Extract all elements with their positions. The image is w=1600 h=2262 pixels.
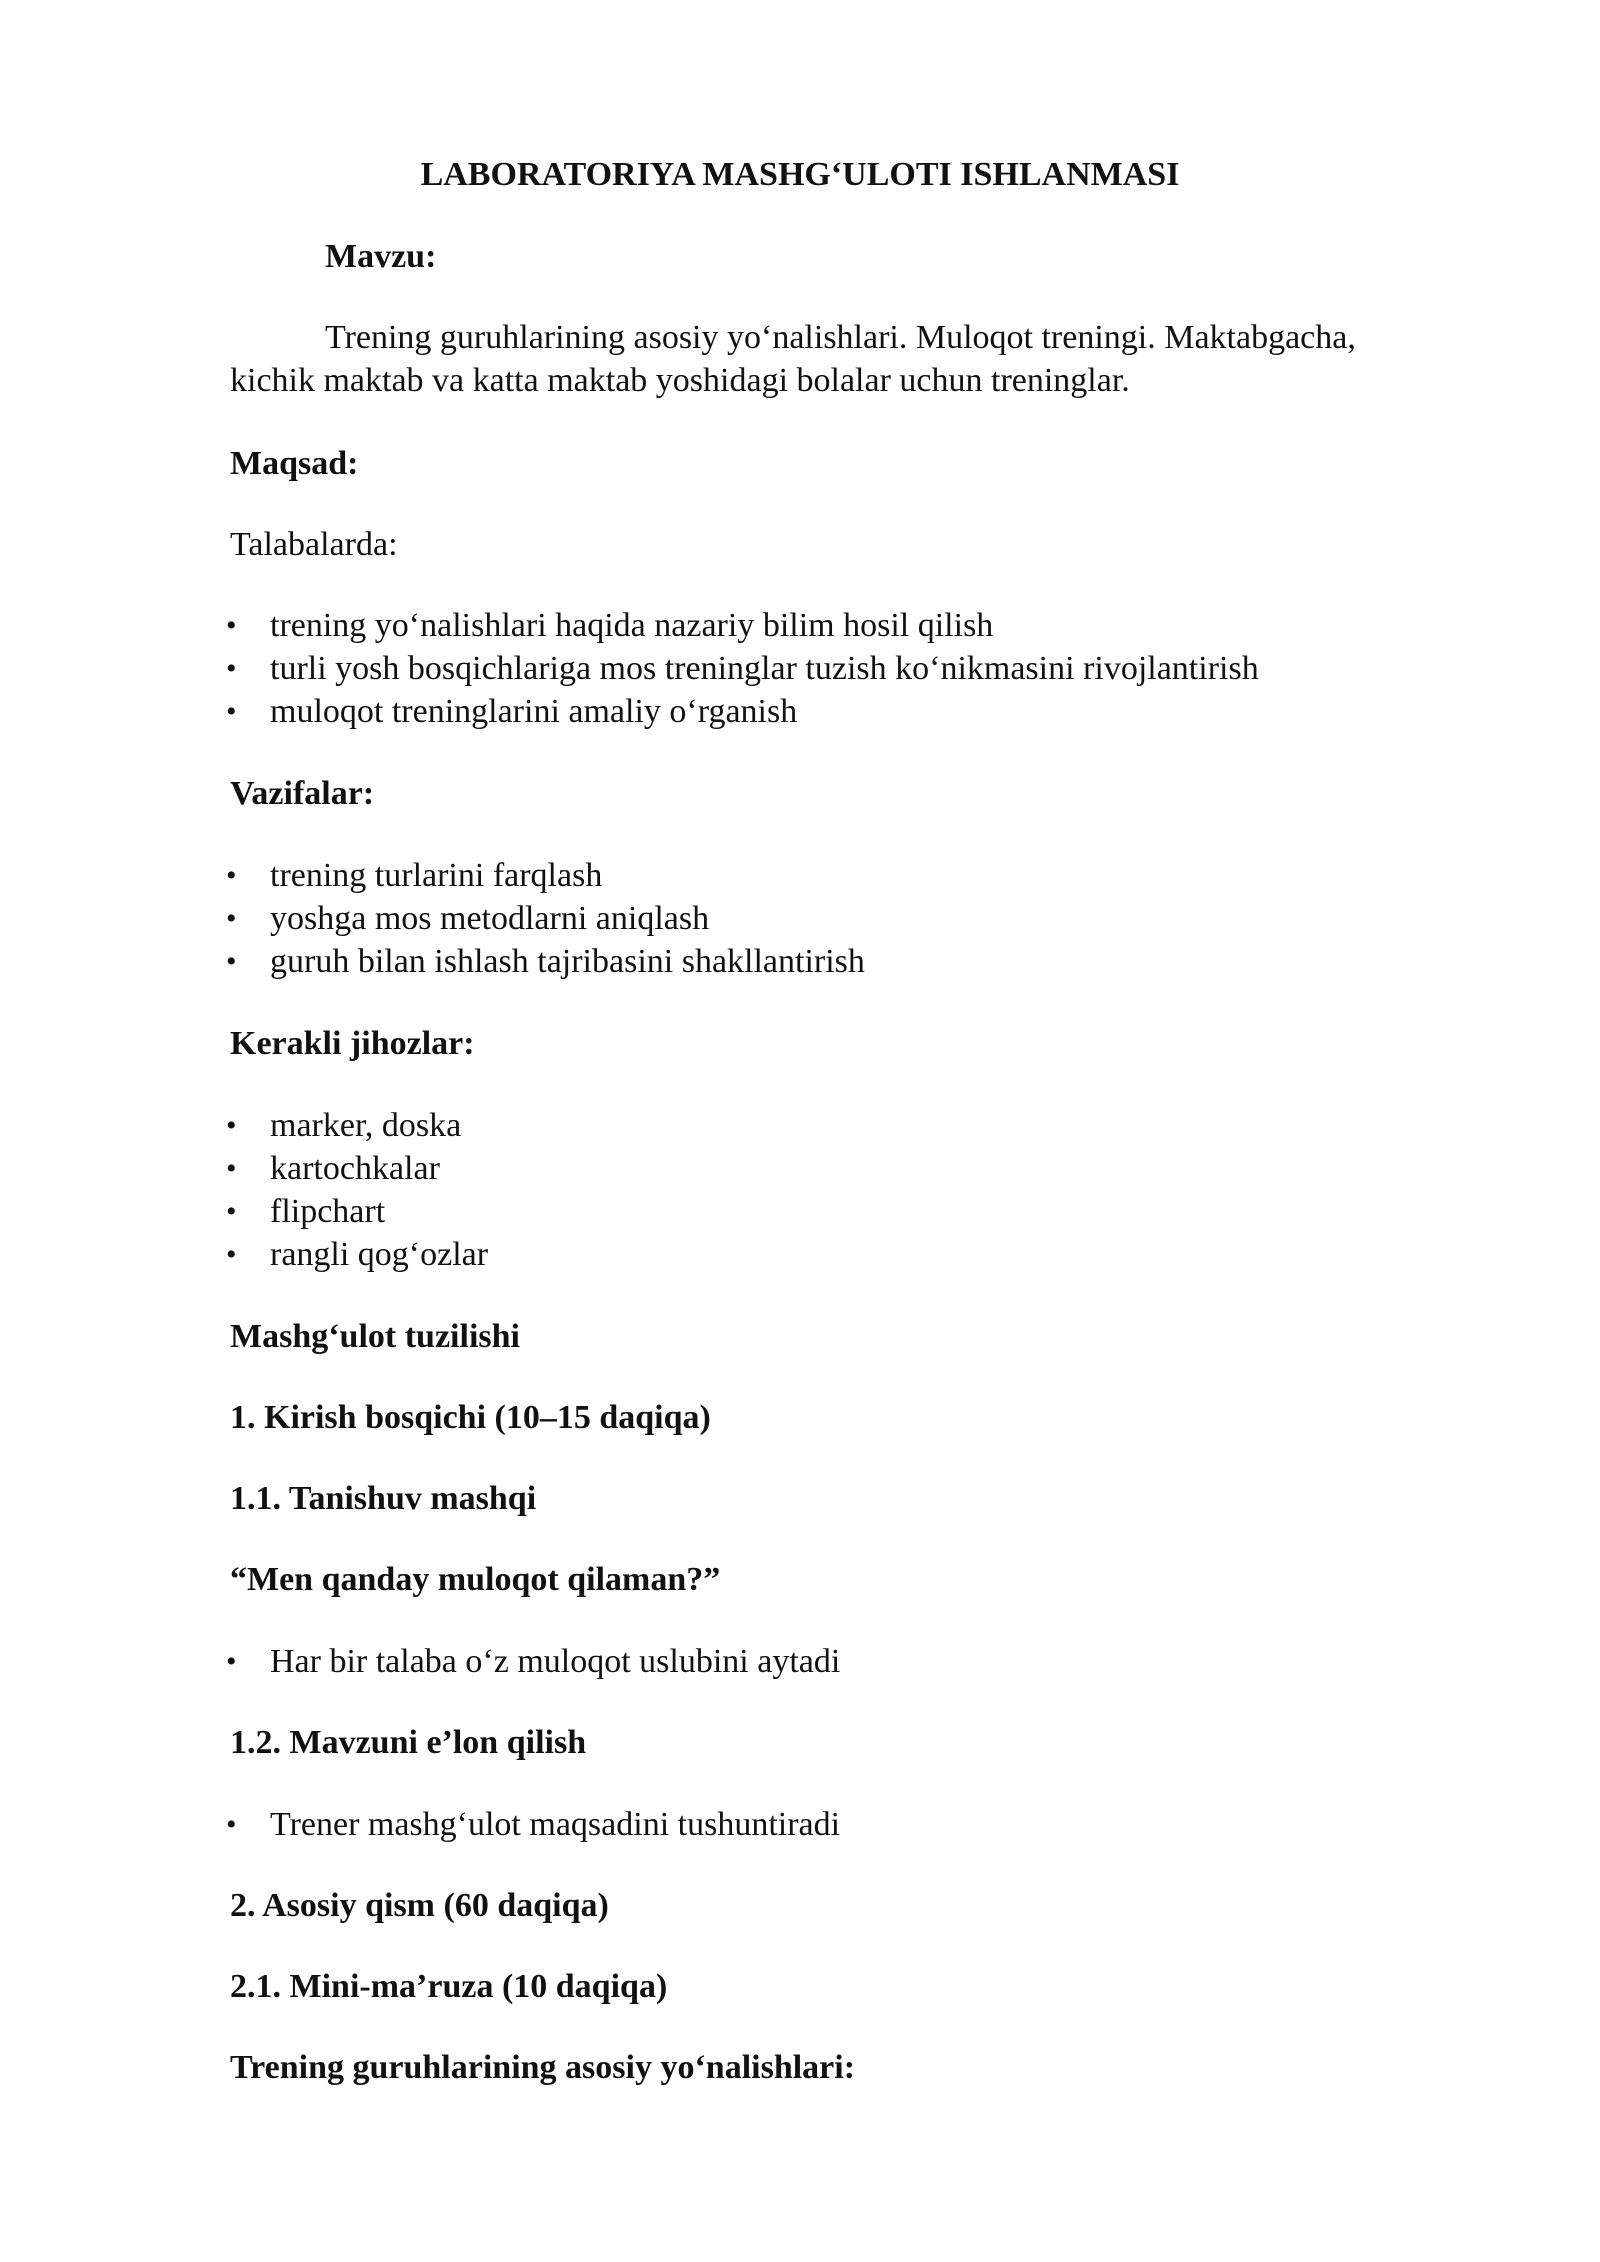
bullet-icon: • — [226, 695, 237, 728]
list-item: • marker, doska — [226, 1107, 462, 1144]
maqsad-heading: Maqsad: — [230, 445, 359, 482]
list-item: • Trener mashg‘ulot maqsadini tushuntiradi — [226, 1806, 841, 1843]
bullet-icon: • — [226, 652, 237, 685]
bullet-icon: • — [226, 1808, 237, 1841]
jihozlar-heading: Kerakli jihozlar: — [230, 1025, 475, 1062]
substage-1-2-heading: 1.2. Mavzuni e’lon qilish — [230, 1724, 587, 1761]
mavzu-heading: Mavzu: — [325, 238, 437, 275]
bullet-icon: • — [226, 1152, 237, 1185]
bullet-icon: • — [226, 1195, 237, 1228]
document-title: LABORATORIYA MASHG‘ULOTI ISHLANMASI — [420, 156, 1180, 193]
vazifalar-heading: Vazifalar: — [230, 775, 375, 812]
list-item: • kartochkalar — [226, 1150, 440, 1187]
list-item: • yoshga mos metodlarni aniqlash — [226, 900, 710, 937]
bullet-icon: • — [226, 609, 237, 642]
list-item: • rangli qog‘ozlar — [226, 1236, 489, 1273]
list-item: • guruh bilan ishlash tajribasini shakllantirish — [226, 943, 865, 980]
maqsad-intro: Talabalarda: — [230, 526, 398, 563]
bullet-icon: • — [226, 1109, 237, 1142]
list-item: • flipchart — [226, 1193, 386, 1230]
mavzu-text-line-2: kichik maktab va katta maktab yoshidagi bolalar uchun treninglar. — [230, 362, 1130, 399]
bullet-icon: • — [226, 945, 237, 978]
bullet-icon: • — [226, 1645, 237, 1678]
mavzu-text-line-1: Trening guruhlarining asosiy yo‘nalishlari. Muloqot treningi. Maktabgacha, — [325, 319, 1356, 356]
directions-heading: Trening guruhlarining asosiy yo‘nalishlari: — [230, 2049, 856, 2086]
stage-1-heading: 1. Kirish bosqichi (10–15 daqiqa) — [230, 1399, 711, 1436]
bullet-icon: • — [226, 859, 237, 892]
substage-2-1-heading: 2.1. Mini-ma’ruza (10 daqiqa) — [230, 1968, 668, 2005]
exercise-title: “Men qanday muloqot qilaman?” — [230, 1561, 721, 1598]
bullet-icon: • — [226, 1238, 237, 1271]
list-item: • muloqot treninglarini amaliy o‘rganish — [226, 693, 798, 730]
stage-2-heading: 2. Asosiy qism (60 daqiqa) — [230, 1887, 609, 1924]
list-item: • Har bir talaba o‘z muloqot uslubini aytadi — [226, 1643, 841, 1680]
list-item: • trening turlarini farqlash — [226, 857, 603, 894]
bullet-icon: • — [226, 902, 237, 935]
list-item: • trening yo‘nalishlari haqida nazariy bilim hosil qilish — [226, 607, 994, 644]
substage-1-1-heading: 1.1. Tanishuv mashqi — [230, 1480, 537, 1517]
list-item: • turli yosh bosqichlariga mos treninglar tuzish ko‘nikmasini rivojlantirish — [226, 650, 1259, 687]
tuzilish-heading: Mashg‘ulot tuzilishi — [230, 1318, 520, 1355]
